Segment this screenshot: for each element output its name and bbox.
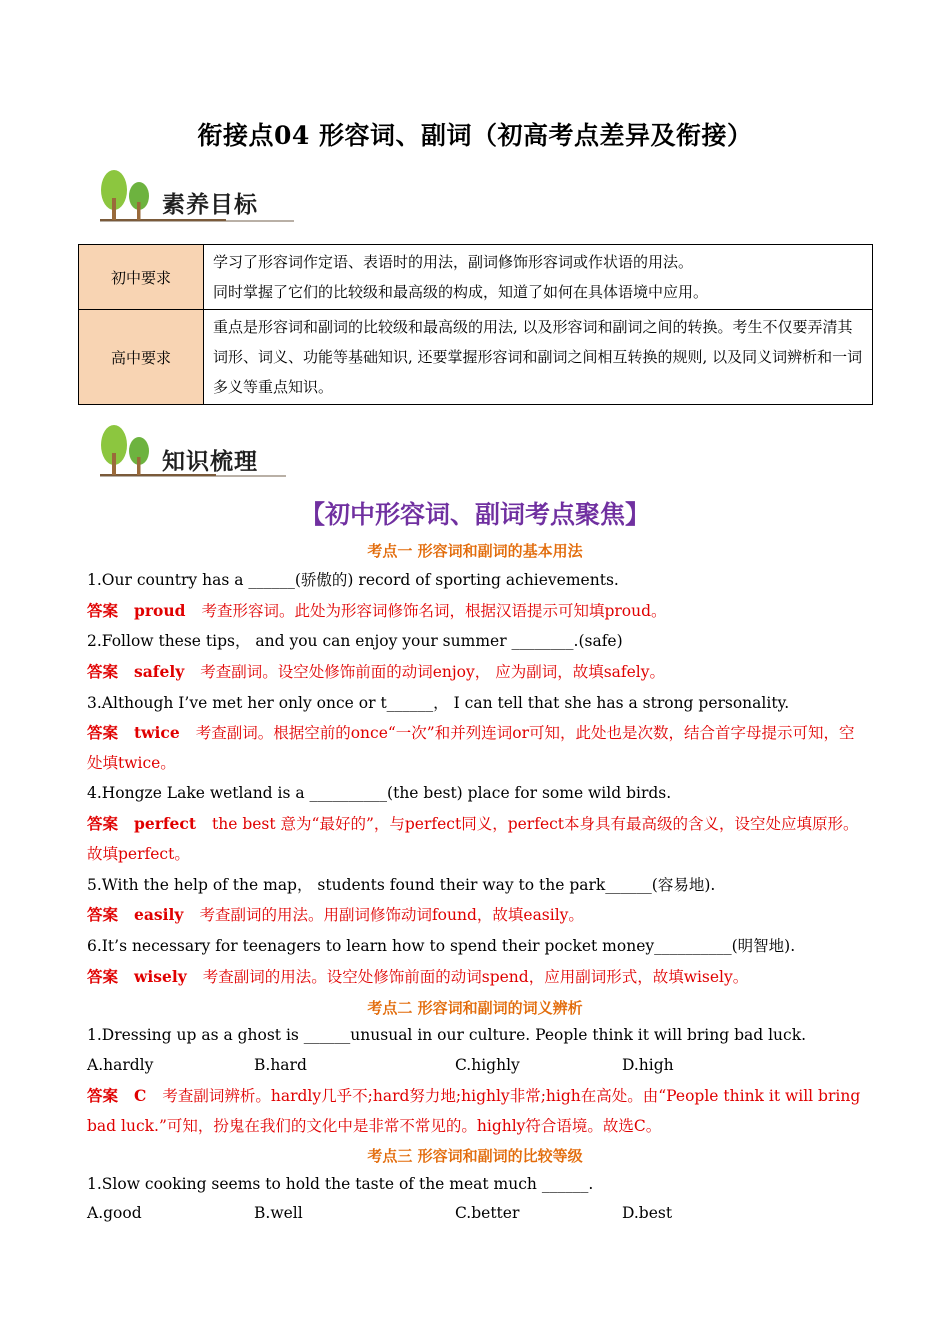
answer-explanation-2: 考查副词。设空处修饰前面的动词enjoy， 应为副词，故填safely。: [200, 663, 666, 681]
junior-label: 初中要求: [79, 245, 204, 310]
page-title: 衔接点04 形容词、副词（初高考点差异及衔接）: [197, 121, 753, 150]
question-5: 5.With the help of the map， students found their way to the park______(容易地).: [87, 876, 716, 894]
option-d: D.best: [622, 1204, 673, 1222]
option-b: B.hard: [254, 1056, 307, 1074]
answer-word-1: proud: [134, 601, 186, 620]
junior-content: [204, 245, 873, 310]
question-3: 3.Although I’ve met her only once or t______， I can tell that she has a strong personality.: [87, 694, 790, 712]
answer-tag: 答案: [87, 967, 119, 986]
answer-tag: 答案: [87, 905, 119, 924]
answer-2: [87, 657, 867, 687]
option-c: C.highly: [455, 1056, 520, 1074]
table-row-senior: [79, 310, 873, 405]
junior-line-2: 同时掌握了它们的比较级和最高级的构成，知道了如何在具体语境中应用。: [213, 283, 709, 301]
answer-explanation-4: the best 意为“最好的”，与perfect同义，perfect本身具有最高级的含义，设空处应填原形。故填perfect。: [87, 815, 859, 863]
answer-word-7: C: [134, 1086, 147, 1105]
option-d: D.high: [622, 1056, 674, 1074]
answer-1: [87, 596, 867, 626]
answer-explanation-6: 考查副词的用法。设空处修饰前面的动词spend，应用副词形式，故填wisely。: [202, 968, 749, 986]
answer-4: [87, 809, 867, 869]
point-heading-1: 考点一 形容词和副词的基本用法: [367, 542, 583, 560]
question-4: 4.Hongze Lake wetland is a __________(the best) place for some wild birds.: [87, 784, 672, 802]
question-8: 1.Slow cooking seems to hold the taste of the meat much ______.: [87, 1175, 594, 1193]
point-heading-3: 考点三 形容词和副词的比较等级: [367, 1147, 583, 1165]
question-2: 2.Follow these tips， and you can enjoy your summer ________.(safe): [87, 632, 623, 650]
answer-word-4: perfect: [134, 814, 197, 833]
senior-content: 重点是形容词和副词的比较级和最高级的用法, 以及形容词和副词之间的转换。考生不仅要弄清其词形、词义、功能等基础知识, 还要掌握形容词和副词之间相互转换的规则, 以及同义词辨析和一词多义等重点知识。: [204, 310, 873, 405]
junior-line-1: 学习了形容词作定语、表语时的用法，副词修饰形容词或作状语的用法。: [213, 253, 694, 271]
answer-3: [87, 718, 867, 778]
answer-5: [87, 900, 867, 930]
answer-tag: 答案: [87, 814, 119, 833]
answer-word-5: easily: [134, 905, 184, 924]
option-b: B.well: [254, 1204, 303, 1222]
answer-6: [87, 962, 867, 992]
point-heading-2: 考点二 形容词和副词的词义辨析: [367, 999, 583, 1017]
answer-explanation-3: 考查副词。根据空前的once“一次”和并列连词or可知，此处也是次数，结合首字母提示可知，空处填twice。: [87, 724, 855, 772]
answer-explanation-1: 考查形容词。此处为形容词修饰名词，根据汉语提示可知填proud。: [201, 602, 667, 620]
section-label-goals: 素养目标: [162, 192, 258, 218]
answer-tag: 答案: [87, 723, 119, 742]
focus-title: 【初中形容词、副词考点聚焦】: [299, 500, 650, 529]
answer-word-6: wisely: [134, 967, 187, 986]
section-header-goals: [96, 168, 296, 228]
senior-label: 高中要求: [79, 310, 204, 405]
requirements-table: [78, 244, 873, 405]
question-6: 6.It’s necessary for teenagers to learn how to spend their pocket money__________(明智地).: [87, 937, 796, 955]
answer-tag: 答案: [87, 601, 119, 620]
question-7: 1.Dressing up as a ghost is ______unusual in our culture. People think it will bring bad luck.: [87, 1026, 807, 1044]
question-1: 1.Our country has a ______(骄傲的) record of sporting achievements.: [87, 571, 619, 589]
answer-word-3: twice: [134, 723, 180, 742]
section-header-knowledge: [96, 423, 296, 483]
answer-explanation-5: 考查副词的用法。用副词修饰动词found，故填easily。: [199, 906, 584, 924]
answer-7: [87, 1081, 867, 1141]
table-row-junior: [79, 245, 873, 310]
option-c: C.better: [455, 1204, 520, 1222]
section-label-knowledge: 知识梳理: [162, 449, 258, 475]
answer-tag: 答案: [87, 1086, 119, 1105]
option-a: A.good: [87, 1204, 142, 1222]
answer-tag: 答案: [87, 662, 119, 681]
answer-word-2: safely: [134, 662, 185, 681]
option-a: A.hardly: [87, 1056, 154, 1074]
answer-explanation-7: 考查副词辨析。hardly几乎不;hard努力地;highly非常;high在高处。由“People think it will bring bad luck.”可知，扮鬼在我们的文化中是非常不常见的。highly符合语境。故选C。: [87, 1087, 861, 1135]
